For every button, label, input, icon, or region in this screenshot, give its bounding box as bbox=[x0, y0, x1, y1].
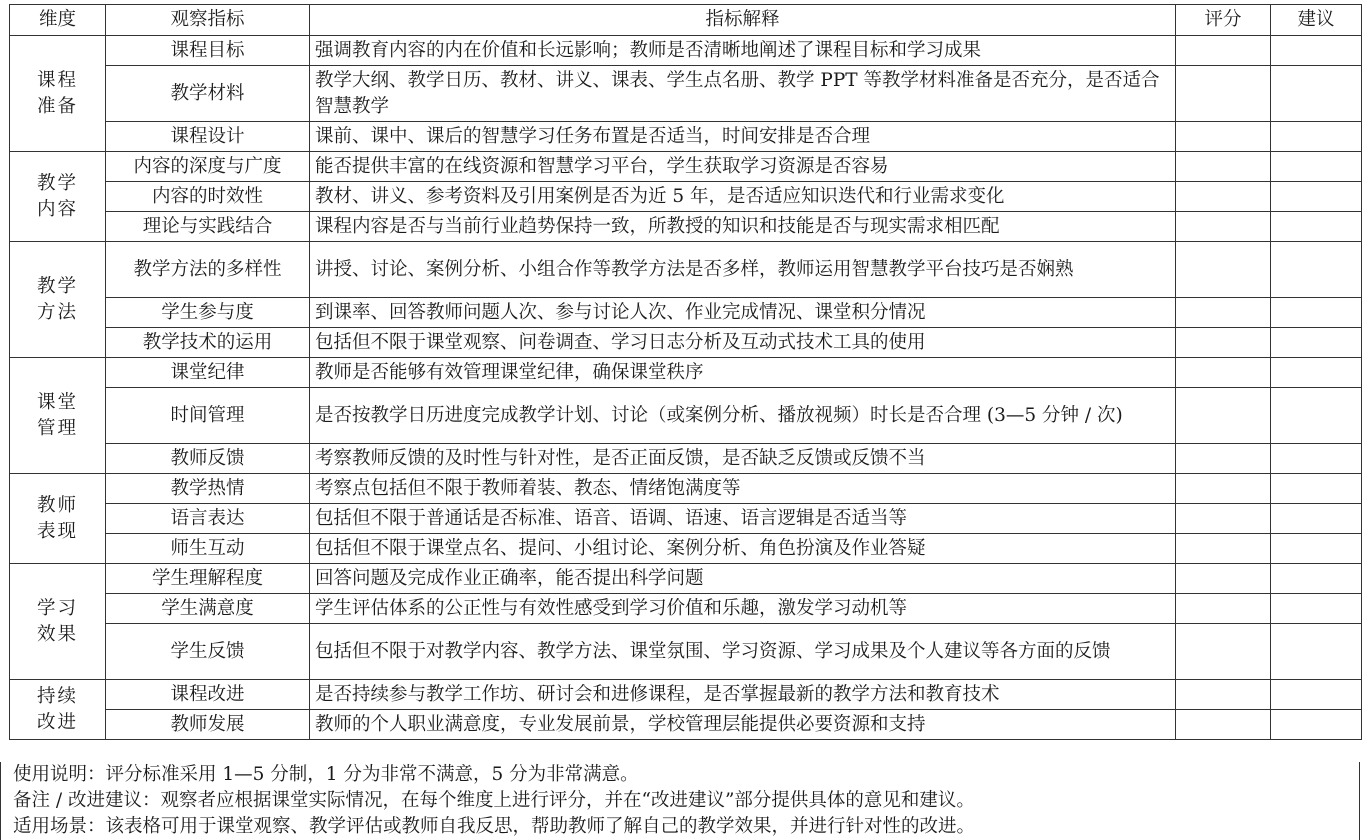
indicator-cell: 语言表达 bbox=[106, 504, 310, 534]
suggestion-cell[interactable] bbox=[1271, 358, 1362, 388]
indicator-cell: 教学材料 bbox=[106, 66, 310, 122]
suggestion-cell[interactable] bbox=[1271, 66, 1362, 122]
explanation-cell: 教学大纲、教学日历、教材、讲义、课表、学生点名册、教学 PPT 等教学材料准备是否充分，是否适合智慧教学 bbox=[310, 66, 1176, 122]
indicator-cell: 时间管理 bbox=[106, 388, 310, 444]
explanation-cell: 包括但不限于课堂点名、提问、小组讨论、案例分析、角色扮演及作业答疑 bbox=[310, 534, 1176, 564]
score-cell[interactable] bbox=[1176, 182, 1271, 212]
indicator-cell: 师生互动 bbox=[106, 534, 310, 564]
header-suggestion: 建议 bbox=[1271, 5, 1362, 36]
table-row bbox=[10, 474, 1362, 504]
indicator-cell: 教学方法的多样性 bbox=[106, 242, 310, 298]
indicator-cell: 课程改进 bbox=[106, 680, 310, 710]
table-row bbox=[10, 182, 1362, 212]
score-cell[interactable] bbox=[1176, 624, 1271, 680]
suggestion-cell[interactable] bbox=[1271, 534, 1362, 564]
explanation-cell: 是否按教学日历进度完成教学计划、讨论（或案例分析、播放视频）时长是否合理 (3—5 分钟 / 次) bbox=[310, 388, 1176, 444]
dimension-cell: 持续 改进 bbox=[10, 680, 106, 740]
remark-note: 备注 / 改进建议：观察者应根据课堂实际情况，在每个维度上进行评分，并在“改进建议”部分提供具体的意见和建议。 bbox=[13, 790, 975, 811]
header-explanation: 指标解释 bbox=[310, 5, 1176, 36]
explanation-cell: 课前、课中、课后的智慧学习任务布置是否适当，时间安排是否合理 bbox=[310, 122, 1176, 152]
table-row bbox=[10, 358, 1362, 388]
explanation-cell: 教材、讲义、参考资料及引用案例是否为近 5 年，是否适应知识迭代和行业需求变化 bbox=[310, 182, 1176, 212]
explanation-cell: 是否持续参与教学工作坊、研讨会和进修课程，是否掌握最新的教学方法和教育技术 bbox=[310, 680, 1176, 710]
score-cell[interactable] bbox=[1176, 564, 1271, 594]
dimension-cell: 教师 表现 bbox=[10, 474, 106, 564]
indicator-cell: 教师发展 bbox=[106, 710, 310, 740]
dimension-cell: 教学 方法 bbox=[10, 242, 106, 358]
indicator-cell: 学生反馈 bbox=[106, 624, 310, 680]
indicator-cell: 学生满意度 bbox=[106, 594, 310, 624]
indicator-cell: 内容的时效性 bbox=[106, 182, 310, 212]
usage-note: 使用说明：评分标准采用 1—5 分制，1 分为非常不满意，5 分为非常满意。 bbox=[13, 764, 639, 785]
suggestion-cell[interactable] bbox=[1271, 504, 1362, 534]
suggestion-cell[interactable] bbox=[1271, 122, 1362, 152]
suggestion-cell[interactable] bbox=[1271, 182, 1362, 212]
table-body bbox=[10, 36, 1362, 740]
suggestion-cell[interactable] bbox=[1271, 564, 1362, 594]
score-cell[interactable] bbox=[1176, 358, 1271, 388]
indicator-cell: 课堂纪律 bbox=[106, 358, 310, 388]
score-cell[interactable] bbox=[1176, 212, 1271, 242]
score-cell[interactable] bbox=[1176, 122, 1271, 152]
explanation-cell: 能否提供丰富的在线资源和智慧学习平台，学生获取学习资源是否容易 bbox=[310, 152, 1176, 182]
suggestion-cell[interactable] bbox=[1271, 474, 1362, 504]
score-cell[interactable] bbox=[1176, 298, 1271, 328]
dimension-cell: 教学 内容 bbox=[10, 152, 106, 242]
scenario-note: 适用场景：该表格可用于课堂观察、教学评估或教师自我反思，帮助教师了解自己的教学效果，并进行针对性的改进。 bbox=[13, 816, 976, 837]
explanation-cell: 学生评估体系的公正性与有效性感受到学习价值和乐趣，激发学习动机等 bbox=[310, 594, 1176, 624]
indicator-cell: 教师反馈 bbox=[106, 444, 310, 474]
table-row bbox=[10, 444, 1362, 474]
table-row bbox=[10, 66, 1362, 122]
suggestion-cell[interactable] bbox=[1271, 680, 1362, 710]
header-score: 评分 bbox=[1176, 5, 1271, 36]
table-row bbox=[10, 594, 1362, 624]
score-cell[interactable] bbox=[1176, 534, 1271, 564]
explanation-cell: 包括但不限于普通话是否标准、语音、语调、语速、语言逻辑是否适当等 bbox=[310, 504, 1176, 534]
indicator-cell: 内容的深度与广度 bbox=[106, 152, 310, 182]
suggestion-cell[interactable] bbox=[1271, 242, 1362, 298]
indicator-cell: 学生理解程度 bbox=[106, 564, 310, 594]
indicator-cell: 课程目标 bbox=[106, 36, 310, 66]
evaluation-table bbox=[9, 4, 1362, 740]
explanation-cell: 考察教师反馈的及时性与针对性，是否正面反馈，是否缺乏反馈或反馈不当 bbox=[310, 444, 1176, 474]
indicator-cell: 理论与实践结合 bbox=[106, 212, 310, 242]
table-row bbox=[10, 242, 1362, 298]
table-row bbox=[10, 122, 1362, 152]
header-row bbox=[10, 5, 1362, 36]
score-cell[interactable] bbox=[1176, 710, 1271, 740]
table-row bbox=[10, 710, 1362, 740]
table-row bbox=[10, 564, 1362, 594]
score-cell[interactable] bbox=[1176, 594, 1271, 624]
suggestion-cell[interactable] bbox=[1271, 212, 1362, 242]
table-row bbox=[10, 680, 1362, 710]
score-cell[interactable] bbox=[1176, 444, 1271, 474]
suggestion-cell[interactable] bbox=[1271, 594, 1362, 624]
table-row bbox=[10, 624, 1362, 680]
suggestion-cell[interactable] bbox=[1271, 152, 1362, 182]
suggestion-cell[interactable] bbox=[1271, 298, 1362, 328]
explanation-cell: 讲授、讨论、案例分析、小组合作等教学方法是否多样，教师运用智慧教学平台技巧是否娴熟 bbox=[310, 242, 1176, 298]
table-row bbox=[10, 36, 1362, 66]
table-row bbox=[10, 212, 1362, 242]
indicator-cell: 教学热情 bbox=[106, 474, 310, 504]
indicator-cell: 教学技术的运用 bbox=[106, 328, 310, 358]
table-row bbox=[10, 298, 1362, 328]
explanation-cell: 教师是否能够有效管理课堂纪律，确保课堂秩序 bbox=[310, 358, 1176, 388]
explanation-cell: 包括但不限于课堂观察、问卷调查、学习日志分析及互动式技术工具的使用 bbox=[310, 328, 1176, 358]
score-cell[interactable] bbox=[1176, 66, 1271, 122]
suggestion-cell[interactable] bbox=[1271, 328, 1362, 358]
suggestion-cell[interactable] bbox=[1271, 710, 1362, 740]
explanation-cell: 教师的个人职业满意度，专业发展前景，学校管理层能提供必要资源和支持 bbox=[310, 710, 1176, 740]
explanation-cell: 强调教育内容的内在价值和长远影响；教师是否清晰地阐述了课程目标和学习成果 bbox=[310, 36, 1176, 66]
score-cell[interactable] bbox=[1176, 242, 1271, 298]
suggestion-cell[interactable] bbox=[1271, 388, 1362, 444]
table-row bbox=[10, 534, 1362, 564]
explanation-cell: 课程内容是否与当前行业趋势保持一致，所教授的知识和技能是否与现实需求相匹配 bbox=[310, 212, 1176, 242]
suggestion-cell[interactable] bbox=[1271, 36, 1362, 66]
table-row bbox=[10, 504, 1362, 534]
score-cell[interactable] bbox=[1176, 152, 1271, 182]
dimension-cell: 课程 准备 bbox=[10, 36, 106, 152]
dimension-cell: 学习 效果 bbox=[10, 564, 106, 680]
explanation-cell: 到课率、回答教师问题人次、参与讨论人次、作业完成情况、课堂积分情况 bbox=[310, 298, 1176, 328]
score-cell[interactable] bbox=[1176, 680, 1271, 710]
table-row bbox=[10, 388, 1362, 444]
indicator-cell: 学生参与度 bbox=[106, 298, 310, 328]
score-cell[interactable] bbox=[1176, 504, 1271, 534]
table-row bbox=[10, 328, 1362, 358]
dimension-cell: 课堂 管理 bbox=[10, 358, 106, 474]
explanation-cell: 回答问题及完成作业正确率，能否提出科学问题 bbox=[310, 564, 1176, 594]
suggestion-cell[interactable] bbox=[1271, 624, 1362, 680]
score-cell[interactable] bbox=[1176, 36, 1271, 66]
explanation-cell: 包括但不限于对教学内容、教学方法、课堂氛围、学习资源、学习成果及个人建议等各方面的反馈 bbox=[310, 624, 1176, 680]
score-cell[interactable] bbox=[1176, 328, 1271, 358]
explanation-cell: 考察点包括但不限于教师着装、教态、情绪饱满度等 bbox=[310, 474, 1176, 504]
table-row bbox=[10, 152, 1362, 182]
score-cell[interactable] bbox=[1176, 474, 1271, 504]
header-dimension: 维度 bbox=[10, 5, 106, 36]
notes-section bbox=[0, 762, 1360, 840]
header-indicator: 观察指标 bbox=[106, 5, 310, 36]
indicator-cell: 课程设计 bbox=[106, 122, 310, 152]
score-cell[interactable] bbox=[1176, 388, 1271, 444]
suggestion-cell[interactable] bbox=[1271, 444, 1362, 474]
